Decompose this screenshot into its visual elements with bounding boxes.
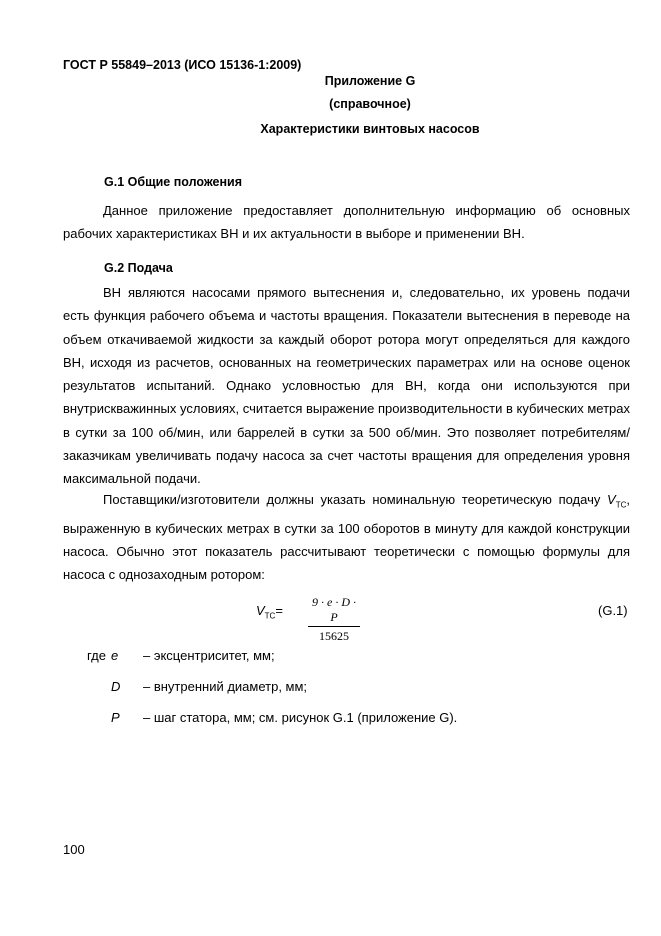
formula-lhs-subscript: TC xyxy=(264,611,276,621)
standard-header: ГОСТ Р 55849–2013 (ИСО 15136-1:2009) xyxy=(63,58,302,72)
definition-symbol: P xyxy=(111,710,120,725)
formula-number: (G.1) xyxy=(598,603,628,618)
formula-numerator: 9 · e · D · P xyxy=(308,595,360,627)
appendix-name: Характеристики винтовых насосов xyxy=(260,122,480,136)
definition-symbol: e xyxy=(111,648,119,663)
page-number: 100 xyxy=(63,842,85,857)
formula-equals: = xyxy=(275,603,283,618)
symbol-subscript: TC xyxy=(615,500,627,510)
section-heading-g2: G.2 Подача xyxy=(104,261,173,275)
appendix-title: Приложение G xyxy=(324,74,416,88)
paragraph: ВН являются насосами прямого вытеснения и, следовательно, их уровень подачи есть функция рабочего объема и частоты вращения. Показатели вытеснения в переводе на объем откачиваемой жидкости за каждый оборот ротора могут определяться для каждого ВН, исходя из расчетов, основанных на геометрических параметрах или на основе оценок результатов испытаний. Однако условностью для ВН, когда они используются при внутрискважинных условиях, считается выражение производительности в кубических метрах в сутки за 100 об/мин, или баррелей в сутки за 500 об/мин. Это позволяет потребителям/заказчикам увеличивать подачу насоса за счет частоты вращения для определения уровня максимальной подачи. xyxy=(63,285,630,487)
definition-lead: где xyxy=(87,648,106,663)
paragraph-text: , выраженную в кубических метрах в сутки за 100 оборотов в минуту для каждой конструкции насоса. Обычно этот показатель рассчитывают теоретически с помощью формулы для насоса с однозаходным ротором: xyxy=(63,492,630,583)
paragraph xyxy=(63,488,630,587)
definition-text: – шаг статора, мм; см. рисунок G.1 (приложение G). xyxy=(143,710,458,725)
section-heading-g1: G.1 Общие положения xyxy=(104,175,243,189)
formula-lhs-symbol: V xyxy=(256,603,265,618)
paragraph: Данное приложение предоставляет дополнительную информацию об основных рабочих характеристиках ВН и их актуальности в выборе и применении ВН. xyxy=(63,203,630,242)
definition-text: – эксцентриситет, мм; xyxy=(143,648,275,663)
section-g2-para1 xyxy=(63,281,630,491)
formula-g1 xyxy=(256,595,396,643)
definition-symbol: D xyxy=(111,679,121,694)
section-g1-text xyxy=(63,199,630,246)
formula-lhs xyxy=(256,603,283,621)
definition-item xyxy=(87,648,275,663)
formula-fraction xyxy=(308,595,360,644)
section-g2-para2 xyxy=(63,488,630,587)
symbol-v: V xyxy=(607,492,616,507)
definition-text: – внутренний диаметр, мм; xyxy=(143,679,308,694)
appendix-type: (справочное) xyxy=(329,97,411,111)
paragraph-text: Поставщики/изготовители должны указать номинальную теоретическую подачу xyxy=(103,492,608,507)
formula-denominator: 15625 xyxy=(319,629,349,643)
